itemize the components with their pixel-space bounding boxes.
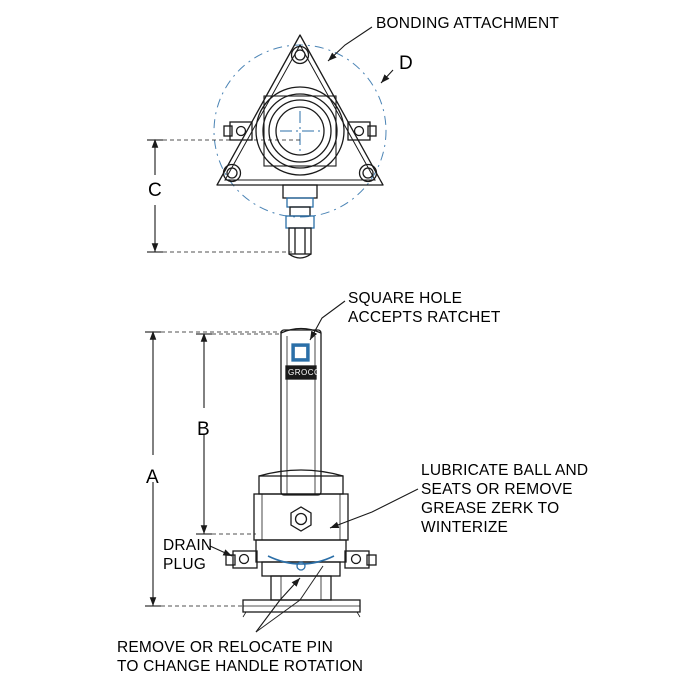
dimension-label-c: C bbox=[148, 180, 162, 201]
dimension-label-b: B bbox=[197, 419, 210, 440]
callout-lubricate-ball: LUBRICATE BALL AND SEATS OR REMOVE GREASE ZERK TO WINTERIZE bbox=[421, 462, 589, 536]
callout-square-hole: SQUARE HOLE ACCEPTS RATCHET bbox=[348, 290, 501, 326]
callout-bonding-attachment: BONDING ATTACHMENT bbox=[376, 15, 560, 32]
dimension-label-d: D bbox=[399, 53, 413, 74]
dimension-label-a: A bbox=[146, 467, 159, 488]
callout-drain-plug: DRAIN PLUG bbox=[163, 537, 213, 573]
brand-label: GROCO bbox=[288, 368, 321, 377]
top-view bbox=[214, 35, 386, 258]
callout-remove-relocate-pin: REMOVE OR RELOCATE PIN TO CHANGE HANDLE ROTATION bbox=[117, 639, 364, 675]
